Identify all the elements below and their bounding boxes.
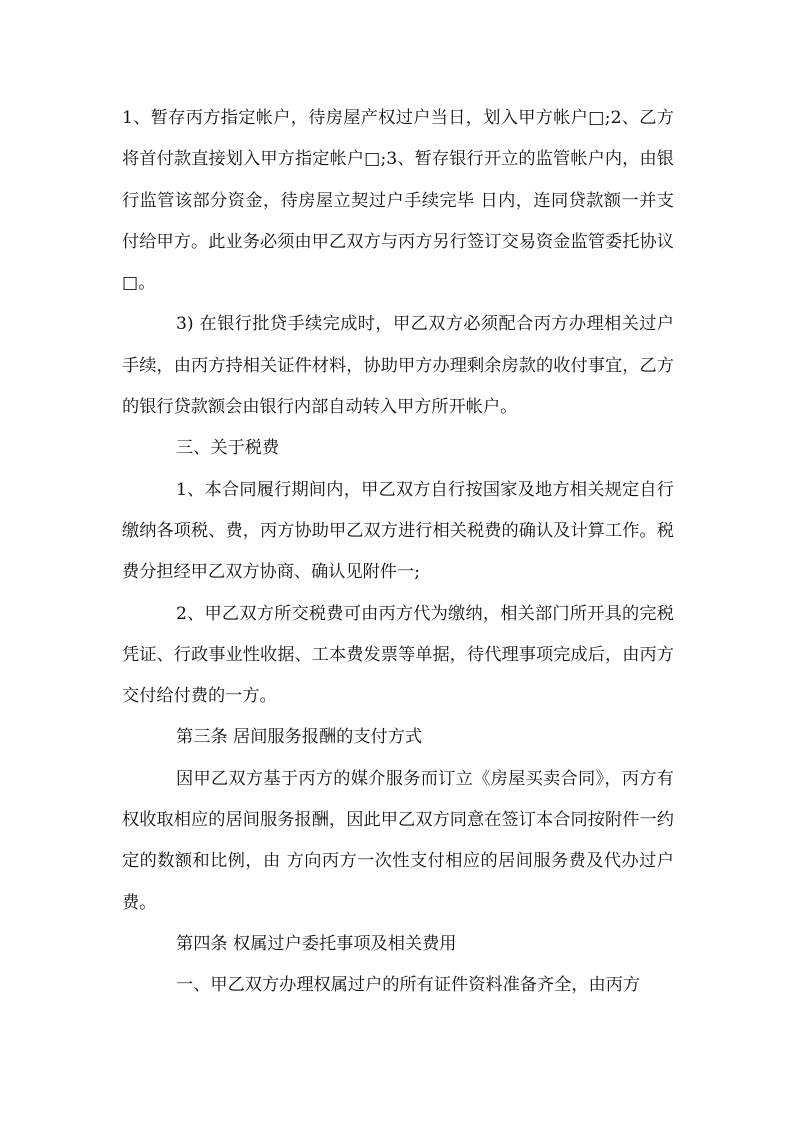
paragraph-payment-options: 1、暂存丙方指定帐户，待房屋产权过户当日，划入甲方帐户□;2、乙方将首付款直接划入甲方指定帐户□;3、暂存银行开立的监管帐户内，由银行监管该部分资金，待房屋立契过户手续完毕 日内，连同贷款额一并支付给甲方。此业务必须由甲乙双方与丙方另行签订交易资金监管委托协议□。: [122, 108, 674, 294]
paragraph-article-4-item-1: 一、甲乙双方办理权属过户的所有证件资料准备齐全，由丙方: [176, 975, 641, 996]
article-heading-4: 第四条 权属过户委托事项及相关费用: [176, 933, 457, 954]
paragraph-tax-item-1: 1、本合同履行期间内，甲乙双方自行按国家及地方相关规定自行缴纳各项税、费，丙方协助甲乙双方进行相关税费的确认及计算工作。税费分担经甲乙双方协商、确认见附件一;: [122, 479, 674, 583]
section-heading-taxes: 三、关于税费: [176, 438, 280, 459]
document-body: [122, 98, 674, 1007]
paragraph-loan-approval: 3) 在银行批贷手续完成时，甲乙双方必须配合丙方办理相关过户手续，由丙方持相关证件材料，协助甲方办理剩余房款的收付事宜，乙方的银行贷款额会由银行内部自动转入甲方所开帐户。: [122, 314, 674, 418]
paragraph-tax-item-2: 2、甲乙双方所交税费可由丙方代为缴纳，相关部门所开具的完税凭证、行政事业性收据、工本费发票等单据，待代理事项完成后，由丙方交付给付费的一方。: [122, 603, 674, 707]
paragraph-article-3: 因甲乙双方基于丙方的媒介服务而订立《房屋买卖合同》，丙方有权收取相应的居间服务报酬，因此甲乙双方同意在签订本合同按附件一约定的数额和比例，由 方向丙方一次性支付相应的居间服务费及代办过户费。: [122, 768, 674, 913]
article-heading-3: 第三条 居间服务报酬的支付方式: [176, 727, 423, 748]
